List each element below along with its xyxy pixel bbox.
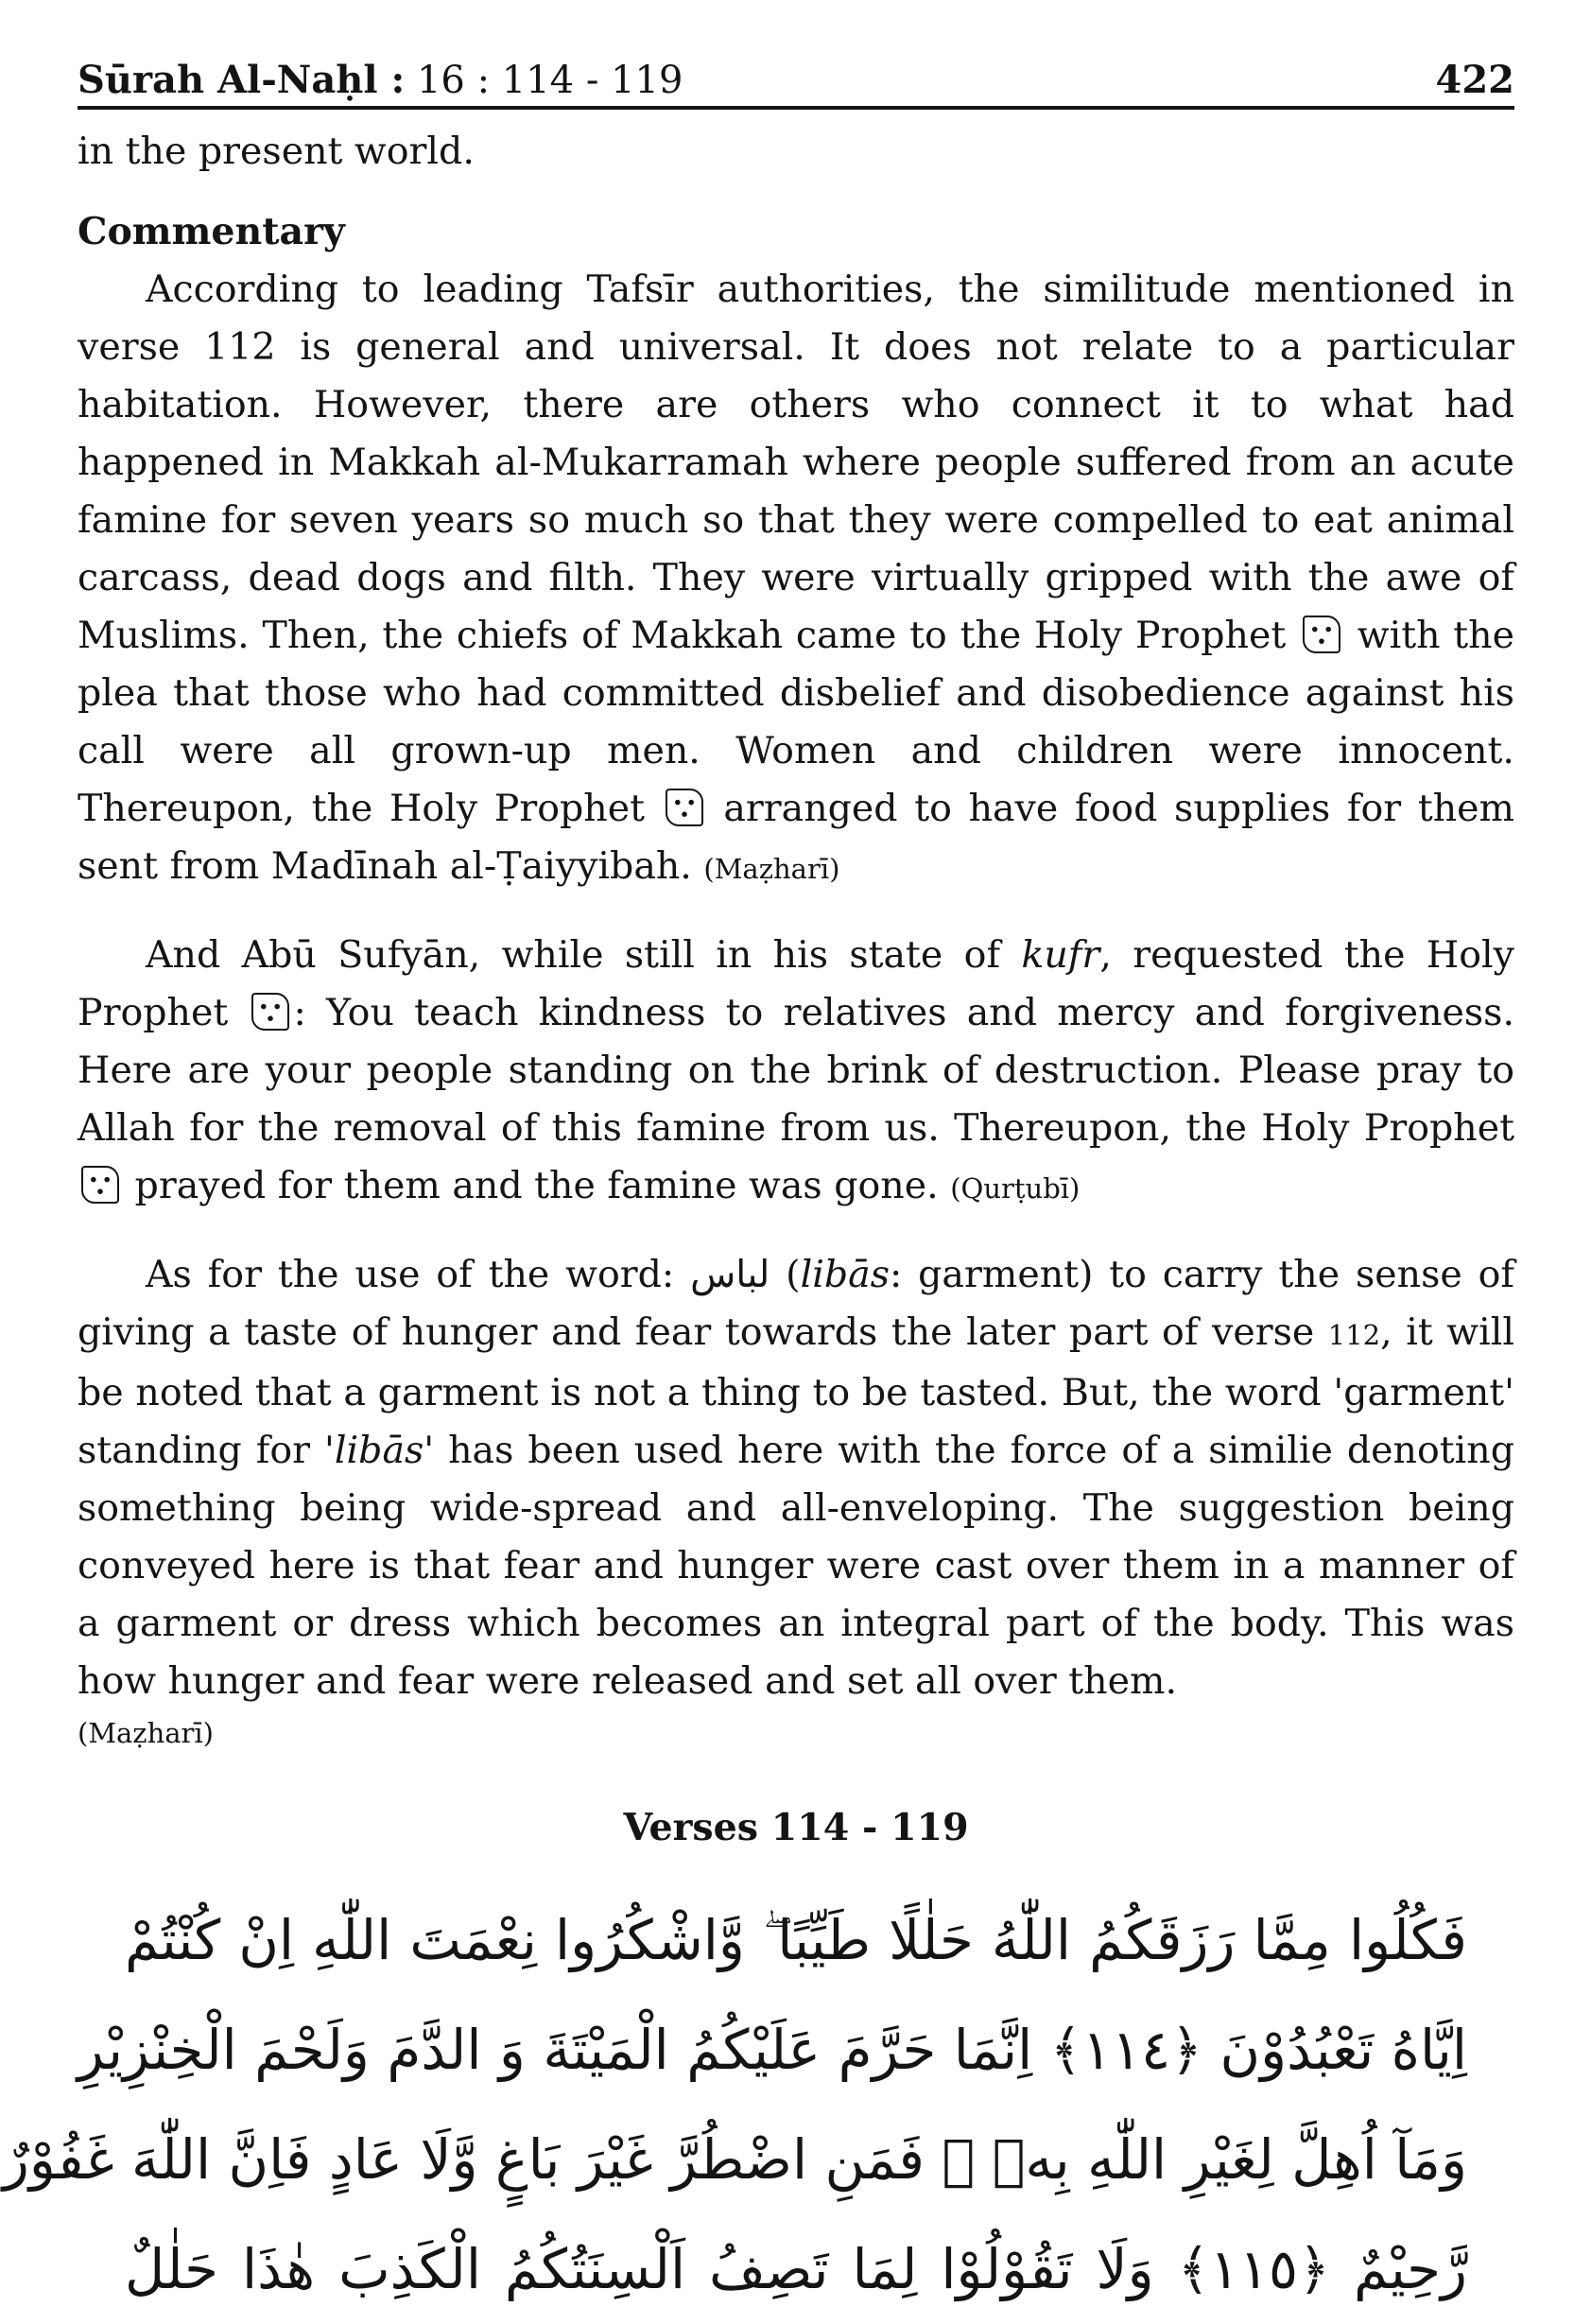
arabic-line: فَكُلُوا مِمَّا رَزَقَكُمُ اللّٰهُ حَلٰلًا طَيِّبًا ۖ وَّاشْكُرُوا نِعْمَتَ اللّٰهِ اِنْ كُنْتُمْ (125, 1908, 1467, 1972)
paragraph-2-text-a: And Abū Sufyān, while still in his state of (146, 933, 1022, 977)
verses-heading: Verses 114 - 119 (623, 1806, 969, 1849)
surah-name: Sūrah Al-Naḥl : (78, 58, 406, 102)
paragraph-3-text-e: ' has been used here with the force of a similie denoting something being wide-spread and all-enveloping. The suggestion being conveyed here is that fear and hunger were cast over them in a manner of a garment or dress which becomes an integral part of the body. This was how hunger and fear were released and set all over them. (78, 1429, 1515, 1703)
paragraph-2-text-c: : You teach kindness to relatives and mercy and forgiveness. Here are your people standing on the brink of destruction. Please pray to Allah for the removal of this famine from us. Thereupon, the Holy Prophet (78, 991, 1514, 1150)
arabic-verses (2, 1885, 1514, 2324)
arabic-line: رَّحِيْمٌ ﴿١١٥﴾ وَلَا تَقُوْلُوْا لِمَا تَصِفُ اَلْسِنَتُكُمُ الْكَذِبَ هٰذَا حَلٰلٌ (125, 2237, 1467, 2301)
paragraph-1 (78, 261, 1514, 898)
paragraph-3-text-d: , it will be noted that a garment is not a thing to be tasted. But, the word 'garment' standing for ' (78, 1310, 1514, 1472)
intro-line: in the present world. (78, 130, 475, 173)
paragraph-2-text-d: prayed for them and the famine was gone. (123, 1164, 951, 1207)
sallallahu-alaihi-wasallam-icon (81, 1166, 119, 1204)
paragraph-3 (78, 1246, 1514, 1710)
sallallahu-alaihi-wasallam-icon (251, 993, 289, 1031)
paragraph-1-text: According to leading Tafsīr authorities, the similitude mentioned in verse 112 is general and universal. It does not relate to a particular habitation. However, there are others who connect it to what had happened in Makkah al-Mukarramah where people suffered from an acute famine for seven years so much so that they were compelled to eat animal carcass, dead dogs and filth. They were virtually gripped with the awe of Muslims. Then, the chiefs of Makkah came to the Holy Prophet (78, 268, 1514, 657)
term-kufr: kufr (1021, 933, 1100, 977)
sallallahu-alaihi-wasallam-icon (666, 789, 703, 826)
paragraph-3-text-c: : garment) to carry the sense of giving a taste of hunger and fear towards the later part of verse (78, 1253, 1514, 1354)
term-libas-2: libās (334, 1429, 424, 1472)
arabic-line: وَمَآ اُهِلَّ لِغَيْرِ اللّٰهِ بِهٖ ۚ فَمَنِ اضْطُرَّ غَيْرَ بَاغٍ وَّلَا عَادٍ فَاِنَّ اللّٰهَ غَفُوْرٌ (2, 2127, 1467, 2192)
verse-range: 16 : 114 - 119 (405, 59, 683, 102)
reference-mazhari: (Maẓharī) (703, 853, 840, 885)
arabic-word-libas: لباس (690, 1253, 770, 1296)
sallallahu-alaihi-wasallam-icon (1303, 616, 1340, 653)
page-number: 422 (1435, 58, 1514, 102)
paragraph-3-text-b: ( (770, 1253, 801, 1296)
page-header (78, 36, 1514, 110)
paragraph-2-text-b: , requested the Holy Prophet (78, 933, 1514, 1034)
reference-qurtubi: (Qurṭubī) (950, 1172, 1081, 1205)
verse-number-ref: 112 (1327, 1319, 1381, 1351)
paragraph-3-text-a: As for the use of the word: (146, 1253, 691, 1296)
paragraph-1-text-b: with the plea that those who had committed disbelief and disobedience against his call were all grown-up men. Women and children were innocent. Thereupon, the Holy Prophet (78, 614, 1514, 830)
arabic-line: اِيَّاهُ تَعْبُدُوْنَ ﴿١١٤﴾ اِنَّمَا حَرَّمَ عَلَيْكُمُ الْمَيْتَةَ وَ الدَّمَ وَلَحْمَ الْخِنْزِيْرِ (77, 2018, 1467, 2082)
commentary-heading: Commentary (78, 210, 345, 253)
page (2, 36, 1515, 2324)
term-libas: libās (800, 1253, 890, 1296)
running-head (78, 58, 683, 102)
paragraph-1-text-c: arranged to have food supplies for them sent from Madīnah al-Ṭaiyyibah. (78, 787, 1514, 888)
reference-mazhari-2: (Maẓharī) (78, 1717, 214, 1749)
paragraph-2 (78, 927, 1514, 1218)
